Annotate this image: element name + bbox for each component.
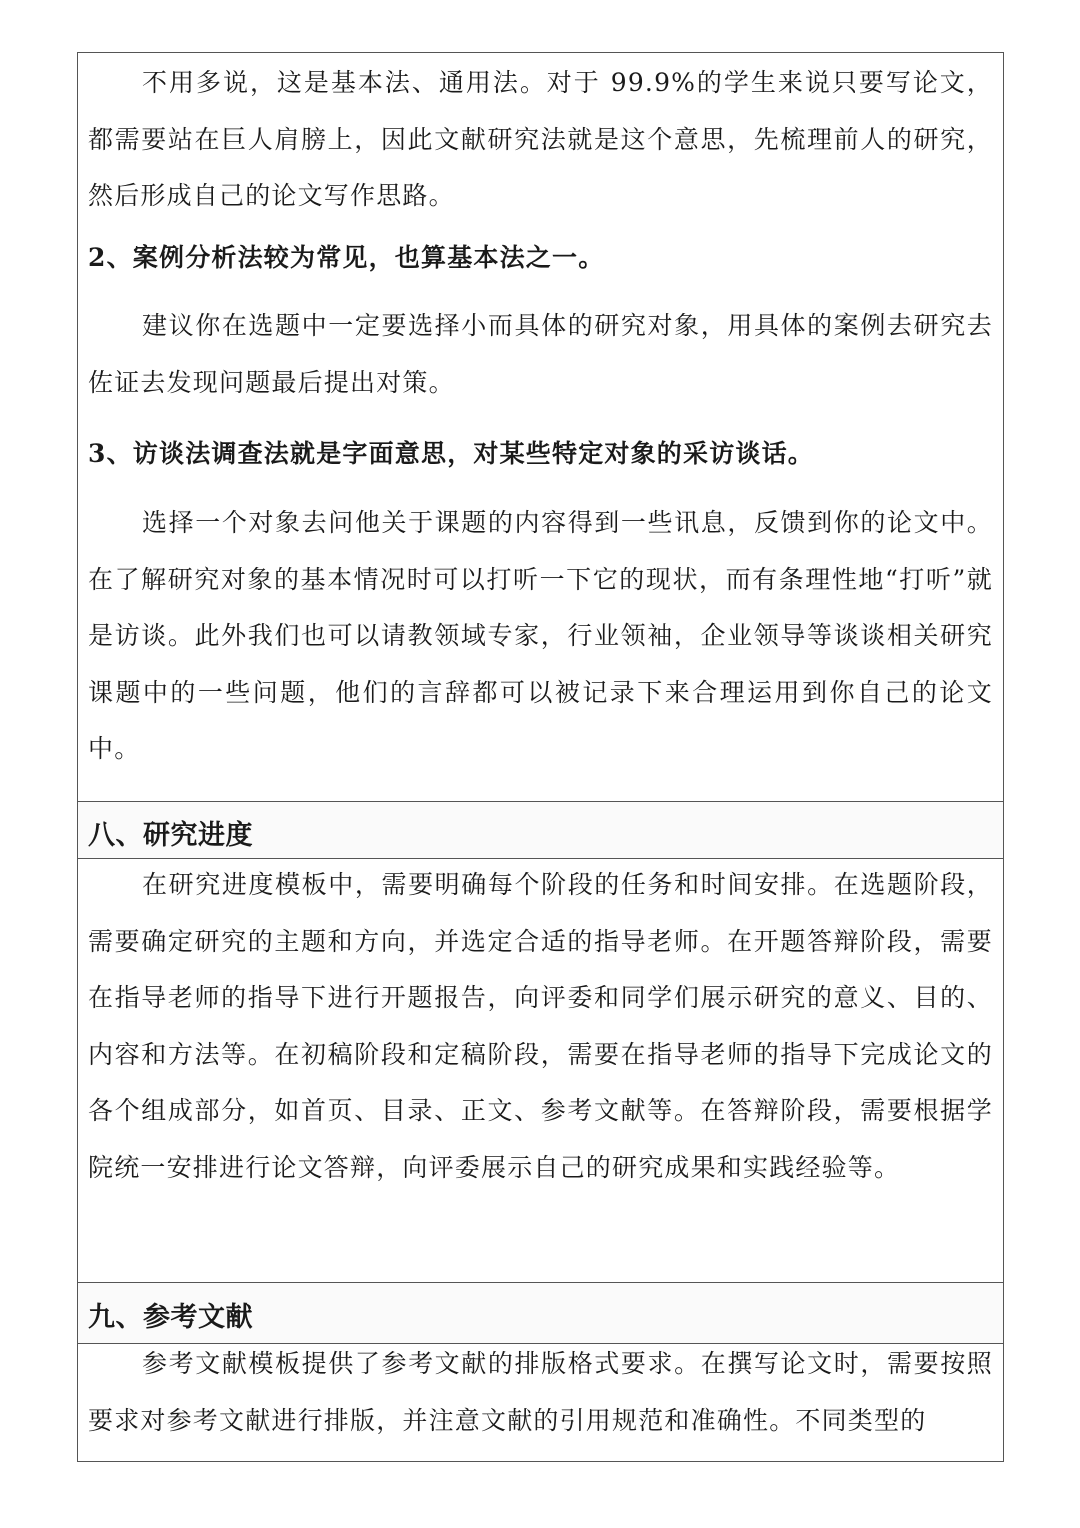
- section9-body: 参考文献模板提供了参考文献的排版格式要求。在撰写论文时，需要按照要求对参考文献进行排版，并注意文献的引用规范和准确性。不同类型的: [88, 1349, 993, 1435]
- method1-paragraph: 不用多说，这是基本法、通用法。对于 99.9%的学生来说只要写论文，都需要站在巨人肩膀上，因此文献研究法就是这个意思，先梳理前人的研究，然后形成自己的论文写作思路。: [88, 68, 993, 210]
- section9-heading: 九、参考文献: [88, 1302, 253, 1333]
- document-table: [77, 52, 1004, 1462]
- method3-title: 3、访谈法调查法就是字面意思，对某些特定对象的采访谈话。: [88, 439, 814, 468]
- method2-paragraph: 建议你在选题中一定要选择小而具体的研究对象，用具体的案例去研究去佐证去发现问题最后提出对策。: [88, 311, 993, 397]
- section8-body: 在研究进度模板中，需要明确每个阶段的任务和时间安排。在选题阶段，需要确定研究的主题和方向，并选定合适的指导老师。在开题答辩阶段，需要在指导老师的指导下进行开题报告，向评委和同学们展示研究的意义、目的、内容和方法等。在初稿阶段和定稿阶段，需要在指导老师的指导下完成论文的各个组成部分，如首页、目录、正文、参考文献等。在答辩阶段，需要根据学院统一安排进行论文答辩，向评委展示自己的研究成果和实践经验等。: [88, 870, 993, 1182]
- section8-heading: 八、研究进度: [88, 820, 253, 851]
- method2-title: 2、案例分析法较为常见，也算基本法之一。: [88, 243, 605, 272]
- method3-paragraph: 选择一个对象去问他关于课题的内容得到一些讯息，反馈到你的论文中。在了解研究对象的基本情况时可以打听一下它的现状，而有条理性地“打听”就是访谈。此外我们也可以请教领域专家，行业领袖，企业领导等谈谈相关研究课题中的一些问题，他们的言辞都可以被记录下来合理运用到你自己的论文中。: [88, 508, 993, 763]
